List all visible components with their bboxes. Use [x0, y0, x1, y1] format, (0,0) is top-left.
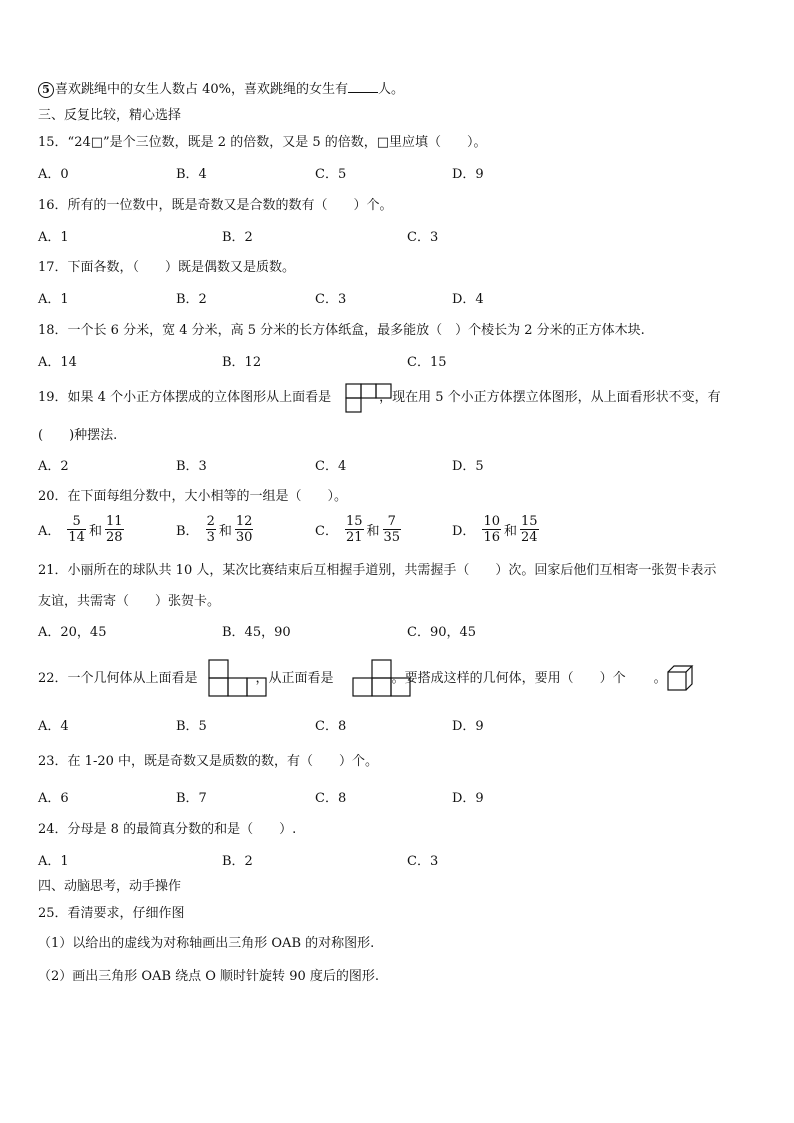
q20-option-a[interactable]: A． $\frac{5}{14}$ 和 $\frac{11}{28}$ [38, 514, 123, 545]
question-16-stem: 16．所有的一位数中，既是奇数又是合数的数有（ ）个。 [38, 198, 393, 213]
q17-option-d[interactable]: D．4 [452, 292, 484, 307]
cube-icon [666, 664, 696, 692]
question-20-stem: 20．在下面每组分数中，大小相等的一组是（ ）。 [38, 489, 348, 504]
q15-option-d[interactable]: D．9 [452, 167, 484, 182]
q14-item-5: 5 喜欢跳绳中的女生人数占 40%，喜欢跳绳的女生有 人。 [38, 80, 404, 99]
q17-option-c[interactable]: C．3 [315, 292, 347, 307]
q16-option-c[interactable]: C．3 [407, 230, 439, 245]
fraction: $\frac{15}{21}$ [345, 514, 363, 545]
q20-option-b[interactable]: B． $\frac{2}{3}$ 和 $\frac{12}{30}$ [176, 514, 253, 545]
fraction: $\frac{5}{14}$ [68, 514, 85, 545]
q18-option-a[interactable]: A．14 [38, 355, 77, 370]
fraction: $\frac{11}{28}$ [105, 514, 123, 545]
fraction: $\frac{15}{24}$ [521, 514, 538, 545]
q22-front-view-icon [352, 658, 412, 698]
q23-option-a[interactable]: A．6 [38, 791, 69, 806]
question-19-stem: 19．如果 4 个小正方体摆成的立体图形从上面看是 ，现在用 5 个小正方体摆立体图形，从上面看形状不变，有 [38, 390, 721, 405]
q20-option-d[interactable]: D． $\frac{10}{16}$ 和 $\frac{15}{24}$ [452, 514, 538, 545]
question-25-sub-1: （1）以给出的虚线为对称轴画出三角形 OAB 的对称图形. [38, 936, 375, 951]
q23-option-b[interactable]: B．7 [176, 791, 207, 806]
fraction: $\frac{10}{16}$ [483, 514, 500, 545]
question-19-stem-cont: ( )种摆法. [38, 428, 118, 443]
question-15-stem: 15．“24□”是个三位数，既是 2 的倍数，又是 5 的倍数，□里应填（ ）。 [38, 135, 487, 150]
q19-option-d[interactable]: D．5 [452, 459, 484, 474]
q17-option-b[interactable]: B．2 [176, 292, 207, 307]
answer-blank[interactable] [348, 80, 378, 93]
q21-option-a[interactable]: A．20，45 [38, 625, 107, 640]
top-view-figure-icon [345, 383, 393, 413]
fraction: $\frac{12}{30}$ [235, 514, 253, 545]
q22-option-d[interactable]: D．9 [452, 719, 484, 734]
q19-option-c[interactable]: C．4 [315, 459, 347, 474]
q15-option-c[interactable]: C．5 [315, 167, 347, 182]
q15-option-b[interactable]: B．4 [176, 167, 207, 182]
question-17-stem: 17．下面各数，（ ）既是偶数又是质数。 [38, 260, 296, 275]
q19-option-a[interactable]: A．2 [38, 459, 69, 474]
section-heading-3: 三、反复比较，精心选择 [38, 108, 182, 123]
q18-option-b[interactable]: B．12 [222, 355, 262, 370]
q17-option-a[interactable]: A．1 [38, 292, 69, 307]
q21-option-c[interactable]: C．90，45 [407, 625, 477, 640]
question-23-stem: 23．在 1-20 中，既是奇数又是质数的数，有（ ）个。 [38, 754, 379, 769]
q24-option-a[interactable]: A．1 [38, 854, 69, 869]
circled-number: 5 [38, 82, 54, 98]
q15-option-a[interactable]: A．0 [38, 167, 69, 182]
q22-option-b[interactable]: B．5 [176, 719, 207, 734]
q22-option-a[interactable]: A．4 [38, 719, 69, 734]
q16-option-a[interactable]: A．1 [38, 230, 69, 245]
question-21-stem-cont: 友谊，共需寄（ ）张贺卡。 [38, 594, 221, 609]
question-22-stem: 22．一个几何体从上面看是 ，从正面看是 。要搭成这样的几何体，要用（ ）个 。 [38, 671, 667, 686]
q20-option-c[interactable]: C． $\frac{15}{21}$ 和 $\frac{7}{35}$ [315, 514, 401, 545]
q24-option-b[interactable]: B．2 [222, 854, 253, 869]
q19-option-b[interactable]: B．3 [176, 459, 207, 474]
fraction: $\frac{2}{3}$ [206, 514, 215, 545]
question-18-stem: 18．一个长 6 分米，宽 4 分米，高 5 分米的长方体纸盒，最多能放（ ）个棱长为 2 分米的正方体木块. [38, 323, 645, 338]
question-24-stem: 24．分母是 8 的最简真分数的和是（ ）. [38, 822, 297, 837]
q21-option-b[interactable]: B．45，90 [222, 625, 291, 640]
q16-option-b[interactable]: B．2 [222, 230, 253, 245]
q23-option-c[interactable]: C．8 [315, 791, 347, 806]
section-heading-4: 四、动脑思考，动手操作 [38, 879, 182, 894]
question-25-stem: 25．看清要求，仔细作图 [38, 906, 185, 921]
question-25-sub-2: （2）画出三角形 OAB 绕点 O 顺时针旋转 90 度后的图形. [38, 969, 379, 984]
q18-option-c[interactable]: C．15 [407, 355, 447, 370]
q22-option-c[interactable]: C．8 [315, 719, 347, 734]
q24-option-c[interactable]: C．3 [407, 854, 439, 869]
q23-option-d[interactable]: D．9 [452, 791, 484, 806]
fraction: $\frac{7}{35}$ [383, 514, 401, 545]
q22-top-view-icon [207, 658, 267, 698]
question-21-stem: 21．小丽所在的球队共 10 人，某次比赛结束后互相握手道别，共需握手（ ）次。回家后他们互相寄一张贺卡表示 [38, 563, 717, 578]
